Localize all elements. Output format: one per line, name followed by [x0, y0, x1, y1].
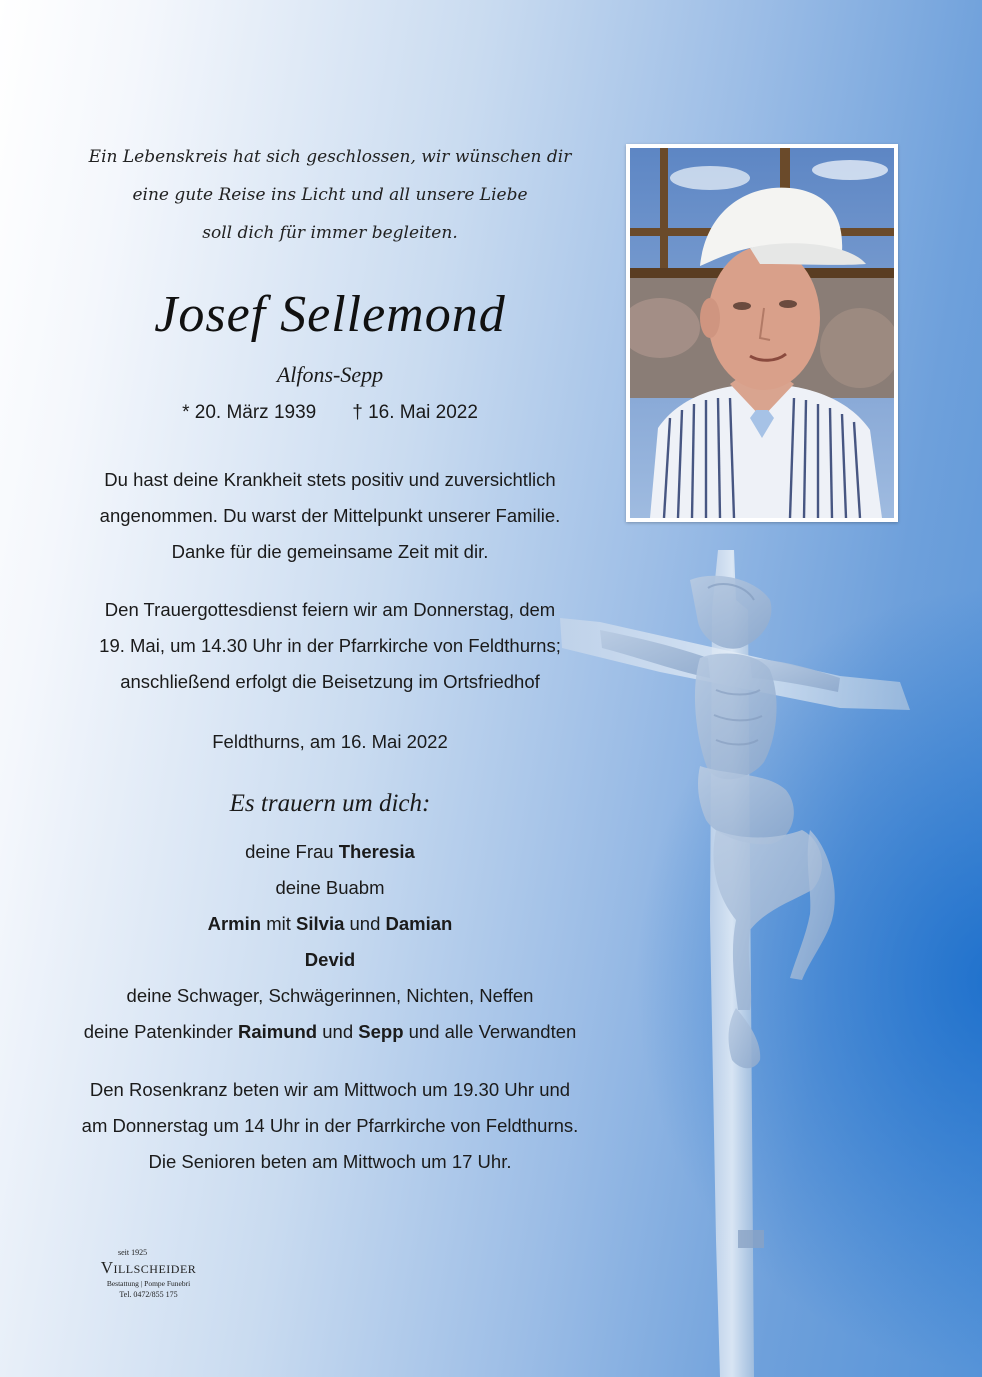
- mourner-line: [40, 942, 620, 978]
- place-date: Feldthurns, am 16. Mai 2022: [212, 731, 448, 752]
- mourner-text: mit: [261, 913, 297, 934]
- farewell-paragraph: [40, 462, 620, 570]
- deceased-nickname: Alfons-Sepp: [276, 362, 384, 387]
- mourner-text: deine Frau: [245, 841, 339, 862]
- mourners-list: [40, 834, 620, 1050]
- paragraph-line: angenommen. Du warst der Mittelpunkt unserer Familie.: [99, 505, 561, 526]
- mourner-line: deine Schwager, Schwägerinnen, Nichten, Neffen: [126, 985, 534, 1006]
- mourner-line: [40, 1014, 620, 1050]
- rosary-paragraph: [40, 1072, 620, 1180]
- opening-verse: [40, 138, 620, 252]
- logo-brand: Villscheider: [100, 1258, 197, 1277]
- funeral-home-logo: [76, 1248, 221, 1301]
- paragraph-line: 19. Mai, um 14.30 Uhr in der Pfarrkirche von Feldthurns;: [99, 635, 561, 656]
- mourner-text: und: [344, 913, 386, 934]
- verse-line: Ein Lebenskreis hat sich geschlossen, wir wünschen dir: [88, 147, 572, 167]
- verse-line: soll dich für immer begleiten.: [202, 223, 458, 243]
- portrait-photo: [626, 144, 898, 522]
- paragraph-line: am Donnerstag um 14 Uhr in der Pfarrkirche von Feldthurns.: [81, 1115, 579, 1136]
- mourner-name: Silvia: [296, 913, 345, 934]
- logo-phone: Tel. 0472/855 175: [119, 1290, 178, 1299]
- mourner-text: deine Patenkinder: [83, 1021, 238, 1042]
- funeral-service-paragraph: [40, 592, 620, 700]
- mourner-name: Sepp: [358, 1021, 404, 1042]
- paragraph-line: Danke für die gemeinsame Zeit mit dir.: [171, 541, 489, 562]
- mourners-heading: Es trauern um dich:: [229, 790, 431, 817]
- mourner-name: Devid: [304, 949, 356, 970]
- paragraph-line: Den Trauergottesdienst feiern wir am Donnerstag, dem: [104, 599, 556, 620]
- logo-since: seit 1925: [118, 1248, 148, 1257]
- logo-subtitle: Bestattung | Pompe Funebri: [106, 1279, 191, 1288]
- paragraph-line: Die Senioren beten am Mittwoch um 17 Uhr.: [148, 1151, 512, 1172]
- mourner-name: Damian: [385, 913, 453, 934]
- verse-line: eine gute Reise ins Licht und all unsere Liebe: [132, 185, 528, 205]
- paragraph-line: Du hast deine Krankheit stets positiv und zuversichtlich: [104, 469, 556, 490]
- mourner-name: Theresia: [338, 841, 415, 862]
- death-date: † 16. Mai 2022: [352, 402, 478, 423]
- life-dates: [40, 396, 620, 430]
- mourner-line: [40, 834, 620, 870]
- paragraph-line: anschließend erfolgt die Beisetzung im Ortsfriedhof: [120, 671, 540, 692]
- mourner-text: und: [317, 1021, 359, 1042]
- mourner-name: Raimund: [237, 1021, 318, 1042]
- paragraph-line: Den Rosenkranz beten wir am Mittwoch um 19.30 Uhr und: [89, 1079, 571, 1100]
- mourner-line: deine Buabm: [275, 877, 385, 898]
- portrait-image: [630, 148, 894, 518]
- deceased-name: Josef Sellemond: [154, 286, 506, 343]
- mourner-name: Armin: [207, 913, 262, 934]
- mourner-text: und alle Verwandten: [403, 1021, 577, 1042]
- birth-date: * 20. März 1939: [182, 402, 317, 423]
- mourner-line: [40, 906, 620, 942]
